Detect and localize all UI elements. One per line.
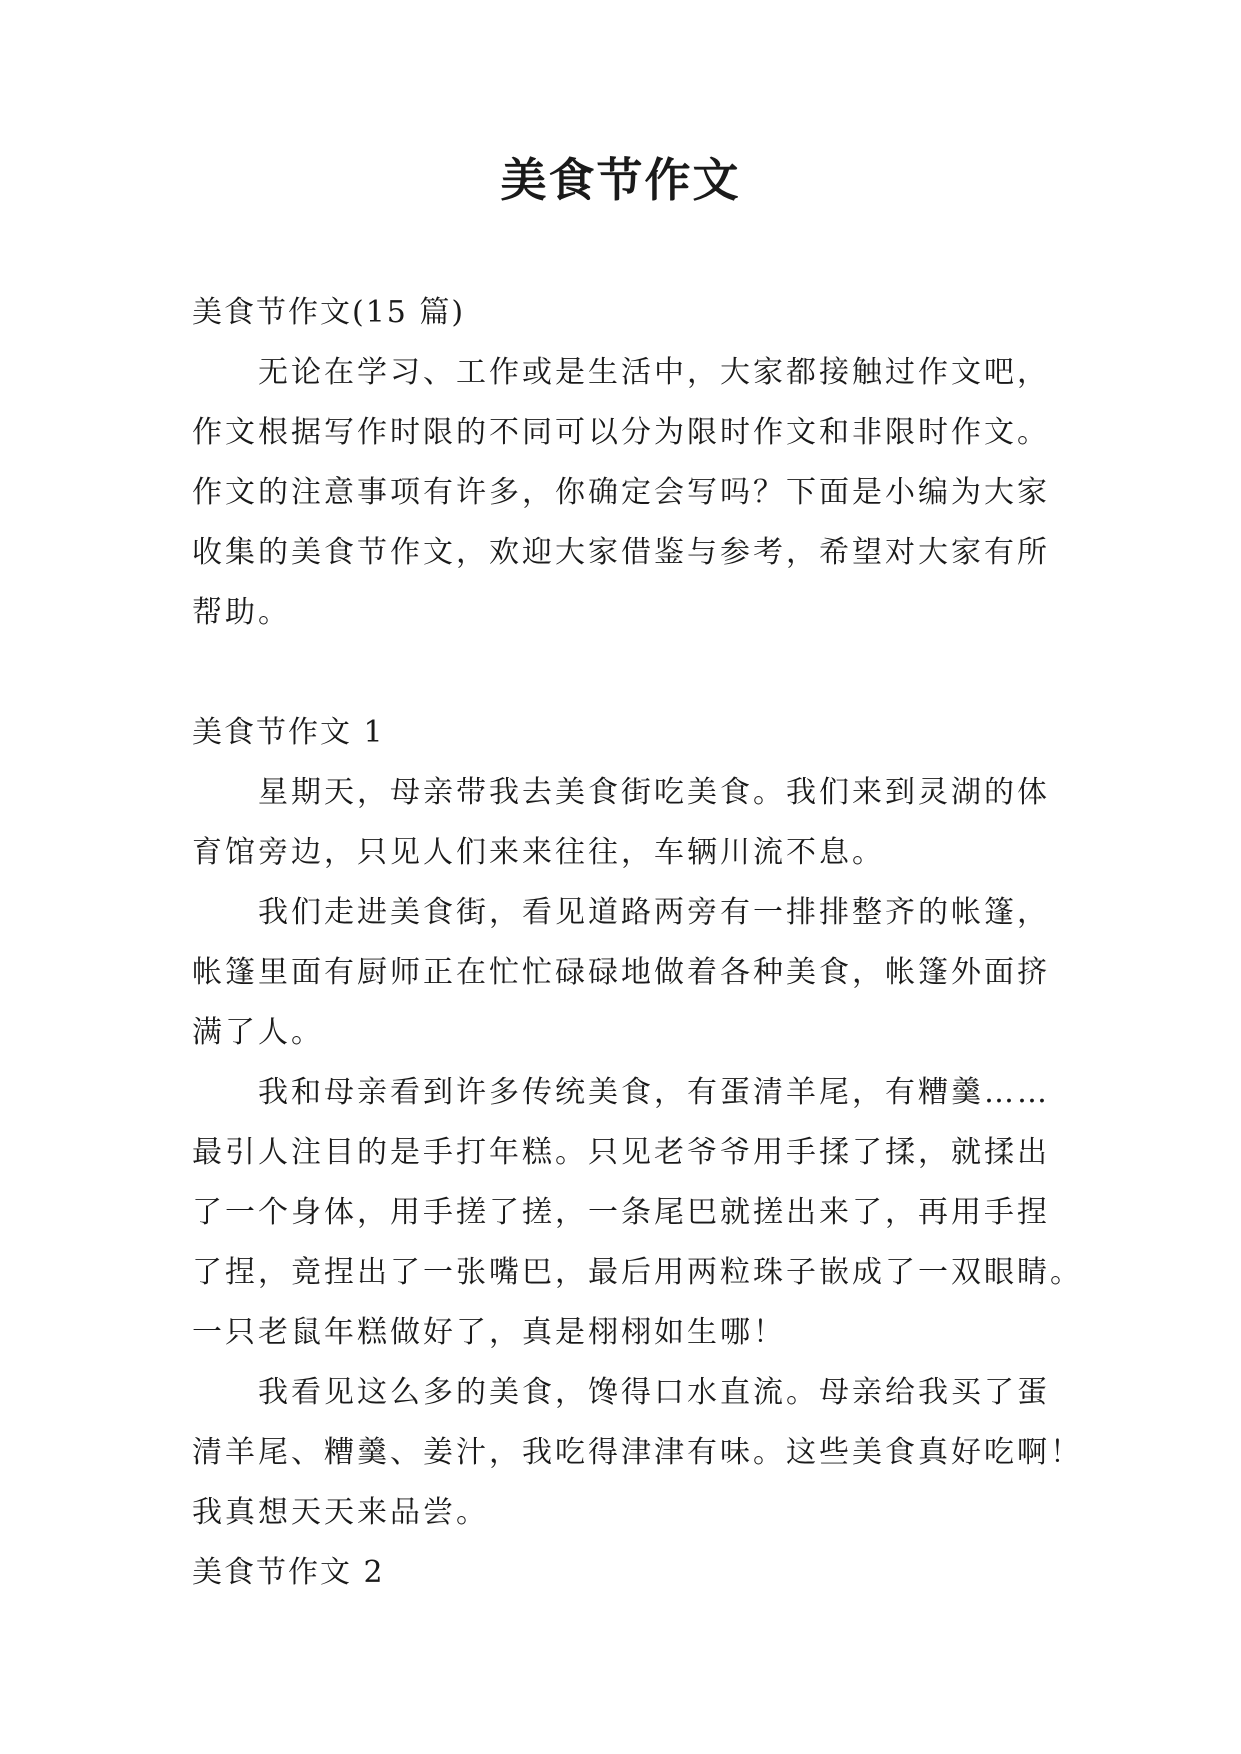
essay-1-paragraph-3-line: 了一个身体，用手搓了搓，一条尾巴就搓出来了，再用手捏	[192, 1195, 1050, 1230]
intro-line: 帮助。	[192, 595, 291, 630]
essay-1-heading: 美食节作文 1	[192, 715, 385, 750]
intro-line: 作文的注意事项有许多，你确定会写吗？下面是小编为大家	[192, 475, 1050, 510]
essay-1-paragraph-3-line: 我和母亲看到许多传统美食，有蛋清羊尾，有糟羹……	[258, 1075, 1050, 1110]
essay-1-paragraph-4-line: 我真想天天来品尝。	[192, 1495, 489, 1530]
essay-1-paragraph-2-line: 满了人。	[192, 1015, 324, 1050]
essay-1-paragraph-2-line: 我们走进美食街，看见道路两旁有一排排整齐的帐篷，	[258, 895, 1050, 930]
essay-1-paragraph-1-line: 星期天，母亲带我去美食街吃美食。我们来到灵湖的体	[258, 775, 1050, 810]
essay-2-heading: 美食节作文 2	[192, 1555, 385, 1590]
essay-1-paragraph-4-line: 我看见这么多的美食，馋得口水直流。母亲给我买了蛋	[258, 1375, 1050, 1410]
essay-1-paragraph-4-line: 清羊尾、糟羹、姜汁，我吃得津津有味。这些美食真好吃啊！	[192, 1435, 1083, 1470]
essay-1-paragraph-3-line: 一只老鼠年糕做好了，真是栩栩如生哪！	[192, 1315, 786, 1350]
essay-1-paragraph-3-line: 了捏，竟捏出了一张嘴巴，最后用两粒珠子嵌成了一双眼睛。	[192, 1255, 1083, 1290]
intro-line: 无论在学习、工作或是生活中，大家都接触过作文吧，	[258, 355, 1050, 390]
essay-1-paragraph-3-line: 最引人注目的是手打年糕。只见老爷爷用手揉了揉，就揉出	[192, 1135, 1050, 1170]
intro-heading: 美食节作文(15 篇)	[192, 295, 466, 330]
intro-line: 收集的美食节作文，欢迎大家借鉴与参考，希望对大家有所	[192, 535, 1050, 570]
essay-1-paragraph-2-line: 帐篷里面有厨师正在忙忙碌碌地做着各种美食，帐篷外面挤	[192, 955, 1050, 990]
document-title: 美食节作文	[500, 153, 741, 207]
document-body	[192, 283, 1083, 1603]
essay-1-paragraph-1-line: 育馆旁边，只见人们来来往往，车辆川流不息。	[192, 835, 885, 870]
section-gap	[192, 643, 1072, 703]
intro-line: 作文根据写作时限的不同可以分为限时作文和非限时作文。	[192, 415, 1050, 450]
